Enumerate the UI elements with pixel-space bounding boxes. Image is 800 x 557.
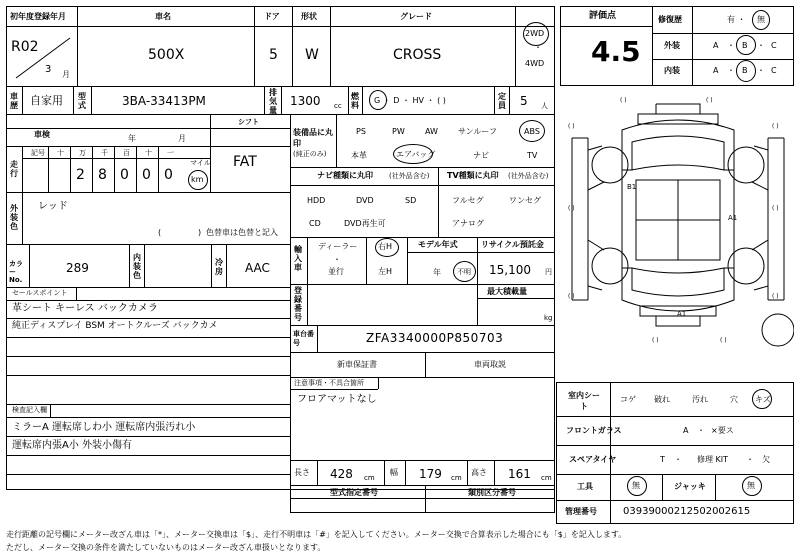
navi-dvd: DVD: [356, 196, 374, 205]
mileage-digit-header: 万: [79, 149, 86, 157]
mileage-label: 走行: [10, 160, 18, 178]
seat-yogore: 汚れ: [692, 395, 708, 404]
glass-a: A: [683, 426, 689, 435]
svg-text:( ): ( ): [568, 123, 575, 130]
model-year-unknown: 不明: [457, 268, 471, 276]
mileage-divider: [136, 146, 137, 192]
interior-c: C: [771, 66, 777, 75]
type-no-label: 型式指定番号: [330, 488, 378, 497]
seat-label: 室内シート: [568, 391, 600, 411]
width-label: 幅: [390, 468, 398, 477]
mileage-digit-header: 十: [145, 149, 152, 157]
damage-mark-a1-rear: A1: [677, 310, 687, 318]
equip-navi: ナビ: [473, 151, 489, 160]
drive-dot: ・: [534, 43, 542, 52]
mileage-digit: 8: [98, 167, 107, 183]
mileage-divider: [114, 146, 115, 192]
km-unit: km: [191, 175, 204, 184]
spare-missing: 欠: [762, 455, 770, 464]
manual-label: 車両取説: [474, 360, 506, 369]
length-unit: cm: [364, 474, 375, 482]
interior-color-label: 内装色: [133, 253, 141, 280]
grade-label: グレード: [400, 12, 432, 21]
seat-koge: コゲ: [620, 395, 636, 404]
equipment-label: 装備品に丸印: [293, 128, 333, 148]
mileage-digit: 2: [76, 167, 85, 183]
seat-kizu: キズ: [755, 395, 771, 404]
sales-point-line1: 革シート キーレス バックカメラ: [12, 303, 158, 314]
width-value: 179: [419, 467, 442, 481]
shift-label: シフト: [238, 118, 259, 126]
exterior-dot1: ・: [727, 41, 735, 50]
import-label: 輸入車: [294, 245, 302, 272]
first-reg-era: R02: [11, 39, 39, 55]
navi-hdd: HDD: [307, 196, 326, 205]
tv-oneseg: ワンセグ: [509, 196, 541, 205]
glass-replace: ×要ス: [711, 426, 734, 435]
shape-value: W: [305, 47, 319, 63]
shape-label: 形状: [301, 12, 317, 21]
equipment-sub: (純正のみ): [293, 150, 327, 158]
svg-text:( ): ( ): [620, 97, 627, 104]
length-value: 428: [330, 467, 353, 481]
inspector-line1: ミラーA 運転席しわ小 運転席内張汚れ小: [12, 422, 196, 433]
import-left-h: 左H: [378, 267, 393, 276]
sales-point-label: セールスポイント: [12, 289, 68, 297]
car-name-value: 500X: [148, 47, 185, 63]
height-value: 161: [508, 467, 531, 481]
mileage-divider: [92, 146, 93, 192]
model-value: 3BA-33413PM: [122, 94, 206, 108]
interior-dot1: ・: [727, 66, 735, 75]
score-value: 4.5: [591, 35, 641, 68]
model-label: 型式: [78, 92, 86, 110]
doors-value: 5: [269, 47, 278, 63]
navi-cd: CD: [309, 219, 321, 228]
height-unit: cm: [541, 474, 552, 482]
mileage-divider: [158, 146, 159, 192]
equip-tv: TV: [527, 151, 538, 160]
color-value: レッド: [38, 201, 68, 212]
exterior-label: 外装: [664, 41, 680, 50]
interior-b: B: [742, 66, 748, 75]
exterior-b: B: [742, 41, 748, 50]
height-label: 高さ: [471, 468, 487, 477]
color-no-label: カラーNo.: [9, 260, 23, 284]
equip-airbag: エアバッグ: [396, 150, 436, 159]
mgmt-value: 03939000212502002615: [623, 506, 751, 517]
tv-fullseg: フルセグ: [452, 196, 484, 205]
repair-none: 無: [757, 15, 765, 24]
mileage-divider: [48, 146, 49, 192]
navi-dvd-play: DVD再生可: [344, 219, 386, 228]
svg-text:( ): ( ): [772, 205, 779, 212]
inspector-line2: 運転席内張A小 外装小傷有: [12, 440, 133, 451]
warranty-label: 新車保証書: [337, 360, 377, 369]
shift-value: FAT: [233, 154, 257, 170]
max-load-label: 最大積載量: [487, 287, 527, 296]
aircon-label: 冷房: [215, 258, 223, 276]
footer-note-2: ただし、メーター交換の条件を満たしていないものはメーター改ざん車扱いとなります。: [6, 543, 326, 552]
inspection-month: 月: [178, 134, 186, 143]
import-parallel: 並行: [328, 267, 344, 276]
chassis-value: ZFA3340000P850703: [366, 331, 504, 345]
mgmt-label: 管理番号: [565, 507, 597, 516]
capacity-value: 5: [520, 94, 528, 108]
equip-pw: PW: [392, 127, 405, 136]
recycle-label: リサイクル預託金: [481, 240, 544, 249]
glass-label: フロントガラス: [566, 426, 622, 435]
door-label: ドア: [264, 12, 280, 21]
svg-text:( ): ( ): [706, 97, 713, 104]
color-paren: (: [158, 228, 162, 237]
tools-label: 工具: [577, 482, 593, 491]
notes-value: フロアマットなし: [297, 394, 377, 405]
inspection-year: 年: [128, 134, 136, 143]
interior-label: 内装: [664, 66, 680, 75]
equip-sunroof: サンルーフ: [458, 127, 497, 136]
equip-abs: ABS: [524, 127, 540, 136]
grade-value: CROSS: [393, 47, 442, 63]
import-dot: ・: [333, 255, 341, 264]
navi-label: ナビ種類に丸印: [317, 171, 373, 180]
mile-label: マイル: [190, 159, 211, 167]
reg-no-label: 登録番号: [294, 286, 302, 322]
mileage-digit-header: 一: [167, 149, 174, 157]
damage-mark-b1: B1: [627, 183, 637, 191]
first-reg-label: 初年度登録年月: [10, 12, 66, 21]
length-label: 長さ: [294, 468, 310, 477]
interior-dot2: ・: [757, 66, 765, 75]
drive-4wd: 4WD: [525, 59, 545, 68]
svg-text:( ): ( ): [720, 337, 727, 344]
spare-kit: 修理 KIT: [697, 455, 729, 464]
exterior-c: C: [771, 41, 777, 50]
car-outline: [560, 90, 794, 378]
interior-a: A: [713, 66, 719, 75]
svg-text:( ): ( ): [568, 205, 575, 212]
tools-value: 無: [632, 481, 640, 490]
usage-label: 車歴: [10, 92, 18, 110]
equip-aw: AW: [425, 127, 438, 136]
import-right-h: 右H: [378, 242, 393, 251]
mileage-symbol-label: 記号: [31, 149, 45, 157]
notes-label: 注意事項・不具合箇所: [294, 379, 364, 387]
mileage-digit-header: 十: [57, 149, 64, 157]
repair-opts: 有 ・: [727, 15, 746, 24]
jack-label: ジャッキ: [674, 482, 706, 491]
navi-sub: (社外品含む): [389, 172, 430, 180]
color-paren-close: ): [198, 228, 202, 237]
car-name-label: 車名: [155, 12, 171, 21]
mileage-digit-header: 千: [101, 149, 108, 157]
first-reg-month-unit: 月: [62, 70, 70, 79]
mileage-digit: 0: [164, 167, 173, 183]
equip-ps: PS: [356, 127, 366, 136]
width-unit: cm: [451, 474, 462, 482]
tv-sub: (社外品含む): [508, 172, 549, 180]
svg-text:( ): ( ): [568, 293, 575, 300]
spare-dot1: ・: [674, 455, 682, 464]
fuel-label: 燃料: [351, 92, 359, 110]
mileage-divider: [70, 146, 71, 192]
fuel-options: G ・ D ・ HV ・ ( ): [374, 96, 446, 105]
capacity-label: 定員: [498, 92, 506, 110]
cc-unit: cc: [334, 102, 342, 110]
first-reg-month: 3: [45, 64, 52, 75]
jack-value: 無: [747, 481, 755, 490]
usage-value: 自家用: [30, 94, 63, 107]
model-year-label: モデル年式: [418, 240, 458, 249]
recycle-yen: 円: [545, 268, 552, 276]
drive-2wd: 2WD: [525, 29, 545, 38]
repair-label: 修復歴: [658, 15, 682, 24]
tv-label: TV種類に丸印: [447, 171, 499, 180]
spare-label: スペアタイヤ: [569, 455, 617, 464]
class-no-label: 類別区分番号: [468, 488, 516, 497]
navi-sd: SD: [405, 196, 417, 205]
inspection-label: 車検: [34, 130, 50, 139]
sales-point-line2: 純正ディスプレイ BSM オートクルーズ バックカメ: [12, 321, 218, 331]
equip-leather: 本革: [351, 151, 367, 160]
recycle-amount: 15,100: [489, 263, 531, 277]
model-year-year: 年: [433, 268, 441, 277]
exterior-a: A: [713, 41, 719, 50]
exterior-dot2: ・: [757, 41, 765, 50]
color-no-value: 289: [66, 261, 89, 275]
spare-dot2: ・: [746, 455, 754, 464]
seat-yabure: 破れ: [654, 395, 670, 404]
color-label: 外装色: [10, 204, 18, 231]
svg-text:( ): ( ): [772, 123, 779, 130]
mileage-digit: 0: [142, 167, 151, 183]
chassis-label: 車台番号: [293, 330, 314, 347]
inspector-label: 検査記入欄: [12, 406, 47, 414]
mileage-digit: 0: [120, 167, 129, 183]
displacement-label: 排気量: [269, 88, 277, 115]
mileage-digit-header: 百: [123, 149, 130, 157]
score-label: 評価点: [589, 11, 617, 21]
svg-text:( ): ( ): [652, 337, 659, 344]
glass-dot: ・: [697, 426, 705, 435]
damage-mark-a1-right: A1: [728, 214, 738, 222]
seat-ana: 穴: [730, 395, 738, 404]
spare-t: T: [660, 455, 665, 464]
color-note: 色替車は色替と記入: [206, 228, 278, 237]
svg-text:( ): ( ): [772, 293, 779, 300]
footer-note-1: 走行距離の記号欄にメーター改ざん車は「*」、メーター交換車は「$」、走行不明車は「#」を記入してください。メーター交換で合算表示した場合にも「$」を記入します。: [6, 530, 627, 539]
displacement-value: 1300: [290, 94, 321, 108]
aircon-value: AAC: [245, 261, 270, 275]
max-load-unit: kg: [544, 314, 553, 322]
capacity-unit: 人: [541, 102, 548, 110]
tv-analog: アナログ: [452, 219, 484, 228]
import-dealer: ディーラー: [318, 242, 358, 251]
